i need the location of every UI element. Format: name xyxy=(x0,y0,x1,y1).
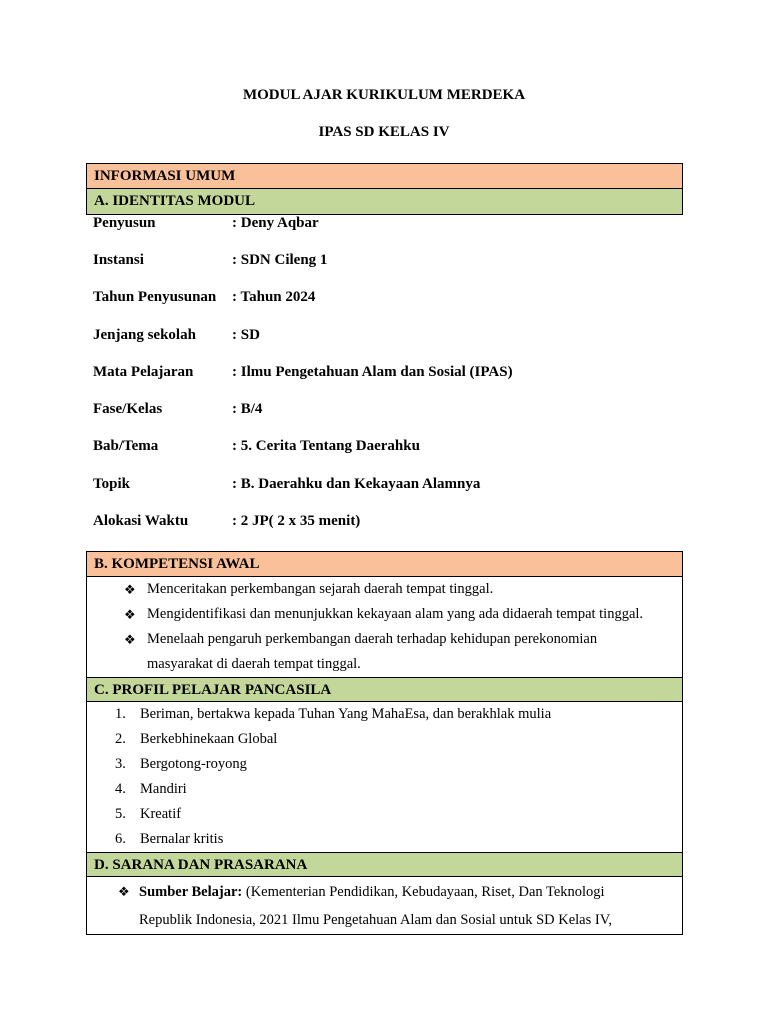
diamond-bullet-icon: ❖ xyxy=(124,607,136,622)
list-item-text: Bernalar kritis xyxy=(140,831,224,847)
list-item xyxy=(87,702,682,727)
list-item-text: Menceritakan perkembangan sejarah daerah tempat tinggal. xyxy=(147,581,494,597)
list-item-text: Mengidentifikasi dan menunjukkan kekayaan alam yang ada didaerah tempat tinggal. xyxy=(147,606,644,622)
list-number: 2. xyxy=(115,731,126,747)
info-label: Topik xyxy=(93,476,130,492)
list-item xyxy=(87,602,682,627)
info-value: : SD xyxy=(232,327,260,343)
info-value: : Deny Aqbar xyxy=(232,215,319,231)
info-label: Tahun Penyusunan xyxy=(93,289,217,305)
sumber-belajar-label: Sumber Belajar: xyxy=(139,884,243,900)
info-value: : Tahun 2024 xyxy=(232,289,316,305)
sumber-belajar-text: (Kementerian Pendidikan, Kebudayaan, Riset, Dan Teknologi xyxy=(242,884,605,900)
diamond-bullet-icon: ❖ xyxy=(118,884,130,899)
list-item-text: masyarakat di daerah tempat tinggal. xyxy=(147,656,361,672)
list-item-text: Bergotong-royong xyxy=(140,756,247,772)
info-value: : 5. Cerita Tentang Daerahku xyxy=(232,438,420,454)
info-label: Jenjang sekolah xyxy=(93,327,196,343)
info-value: : Ilmu Pengetahuan Alam dan Sosial (IPAS) xyxy=(232,364,513,380)
profil-pelajar-header: C. PROFIL PELAJAR PANCASILA xyxy=(87,677,682,702)
info-label: Bab/Tema xyxy=(93,438,159,454)
diamond-bullet-icon: ❖ xyxy=(124,632,136,647)
info-label: Alokasi Waktu xyxy=(93,513,189,529)
list-number: 5. xyxy=(115,806,126,822)
info-label: Fase/Kelas xyxy=(93,401,163,417)
list-number: 3. xyxy=(115,756,126,772)
list-item-text: Beriman, bertakwa kepada Tuhan Yang MahaEsa, dan berakhlak mulia xyxy=(140,706,552,722)
list-item-text: Menelaah pengaruh perkembangan daerah terhadap kehidupan perekonomian xyxy=(147,631,598,647)
info-value: : 2 JP( 2 x 35 menit) xyxy=(232,513,361,529)
competence-table xyxy=(86,551,683,935)
info-label: Penyusun xyxy=(93,215,156,231)
list-number: 1. xyxy=(115,706,126,722)
list-item-continuation xyxy=(87,652,682,677)
identitas-header-box xyxy=(86,163,683,215)
info-label: Mata Pelajaran xyxy=(93,364,194,380)
list-number: 6. xyxy=(115,831,126,847)
sumber-belajar-text: Republik Indonesia, 2021 Ilmu Pengetahuan Alam dan Sosial untuk SD Kelas IV, xyxy=(139,912,612,928)
sarana-prasarana-header: D. SARANA DAN PRASARANA xyxy=(87,852,682,877)
kompetensi-list xyxy=(87,577,682,677)
list-item xyxy=(87,727,682,752)
list-item xyxy=(87,577,682,602)
diamond-bullet-icon: ❖ xyxy=(124,582,136,597)
informasi-umum-header: INFORMASI UMUM xyxy=(87,164,682,189)
info-label: Instansi xyxy=(93,252,144,268)
document-subtitle: IPAS SD KELAS IV xyxy=(318,124,450,140)
info-value: : SDN Cileng 1 xyxy=(232,252,328,268)
list-item-continuation xyxy=(87,906,682,934)
list-item xyxy=(87,802,682,827)
list-item xyxy=(87,627,682,652)
list-number: 4. xyxy=(115,781,126,797)
kompetensi-awal-header: B. KOMPETENSI AWAL xyxy=(87,552,682,577)
list-item-text: Kreatif xyxy=(140,806,182,822)
info-value: : B/4 xyxy=(232,401,263,417)
info-value: : B. Daerahku dan Kekayaan Alamnya xyxy=(232,476,481,492)
list-item xyxy=(87,827,682,852)
list-item xyxy=(87,777,682,802)
sarana-list xyxy=(87,877,682,934)
list-item-text: Mandiri xyxy=(140,781,187,797)
list-item xyxy=(87,752,682,777)
document-title: MODUL AJAR KURIKULUM MERDEKA xyxy=(242,87,526,103)
profil-list xyxy=(87,702,682,852)
list-item xyxy=(87,878,682,906)
identitas-modul-header: A. IDENTITAS MODUL xyxy=(87,189,682,214)
list-item-text: Berkebhinekaan Global xyxy=(140,731,278,747)
